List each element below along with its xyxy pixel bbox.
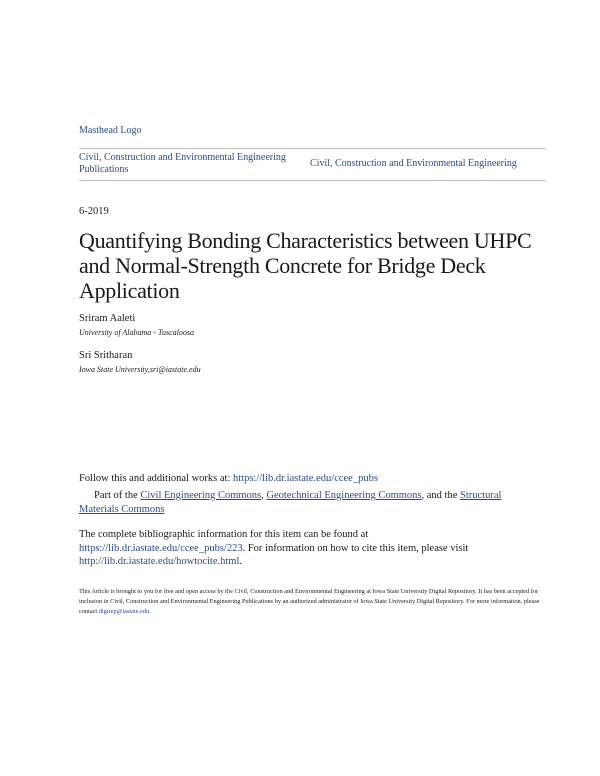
series-link-department[interactable]: Civil, Construction and Environmental Engineering (310, 158, 517, 169)
citation-text: The complete bibliographic information for this item can be found at (79, 529, 369, 540)
geotechnical-engineering-commons-link[interactable]: Geotechnical Engineering Commons (266, 490, 422, 501)
citation-text: . For information on how to cite this item, please visit (242, 542, 469, 554)
part-of-commons (79, 489, 519, 517)
footer-text: . (149, 608, 151, 615)
follow-line (79, 473, 378, 484)
masthead-logo[interactable]: Masthead Logo (79, 125, 142, 136)
series-link-publications[interactable]: Civil, Construction and Environmental Engineering Publications (79, 152, 286, 175)
structural-materials-commons-link[interactable]: Structural Materials Commons (79, 490, 502, 515)
author-affiliation: University of Alabama - Tuscaloosa (79, 328, 194, 337)
author-affiliation: Iowa State University,sri@iastate.edu (79, 365, 201, 374)
collection-link[interactable]: https://lib.dr.iastate.edu/ccee_pubs (233, 473, 378, 484)
author-name: Sri Sritharan (79, 350, 133, 361)
separator: , and the (421, 490, 461, 501)
publication-date: 6-2019 (79, 206, 109, 217)
header-rule-top (79, 148, 546, 149)
article-title: Quantifying Bonding Characteristics between UHPC and Normal-Strength Concrete for Bridge Deck Application (79, 228, 532, 303)
author-name: Sriram Aaleti (79, 313, 136, 324)
civil-engineering-commons-link[interactable]: Civil Engineering Commons (140, 490, 262, 501)
part-of-prefix: Part of the (94, 490, 141, 501)
citation-info (79, 528, 519, 569)
item-url-link[interactable]: https://lib.dr.iastate.edu/ccee_pubs/223 (79, 542, 243, 554)
footer-text: This Article is brought to you for free and open access by the Civil, Construction and Environmental Engineering at Iowa State University Digital Repository. It has been accepted for inclusion in Civil, Construction and Environmental Engineering Publications by an authorized administrator of Iowa State University Digital Repository. For more information, please contact (79, 588, 540, 615)
header-rule-bottom (79, 180, 546, 181)
citation-text: . (239, 556, 243, 567)
contact-email-link[interactable]: digirep@iastate.edu (98, 608, 150, 615)
follow-prefix: Follow this and additional works at: (79, 473, 233, 484)
repository-footer-note (79, 587, 541, 617)
separator: , (261, 490, 267, 501)
how-to-cite-link[interactable]: http://lib.dr.iastate.edu/howtocite.html (79, 556, 240, 567)
